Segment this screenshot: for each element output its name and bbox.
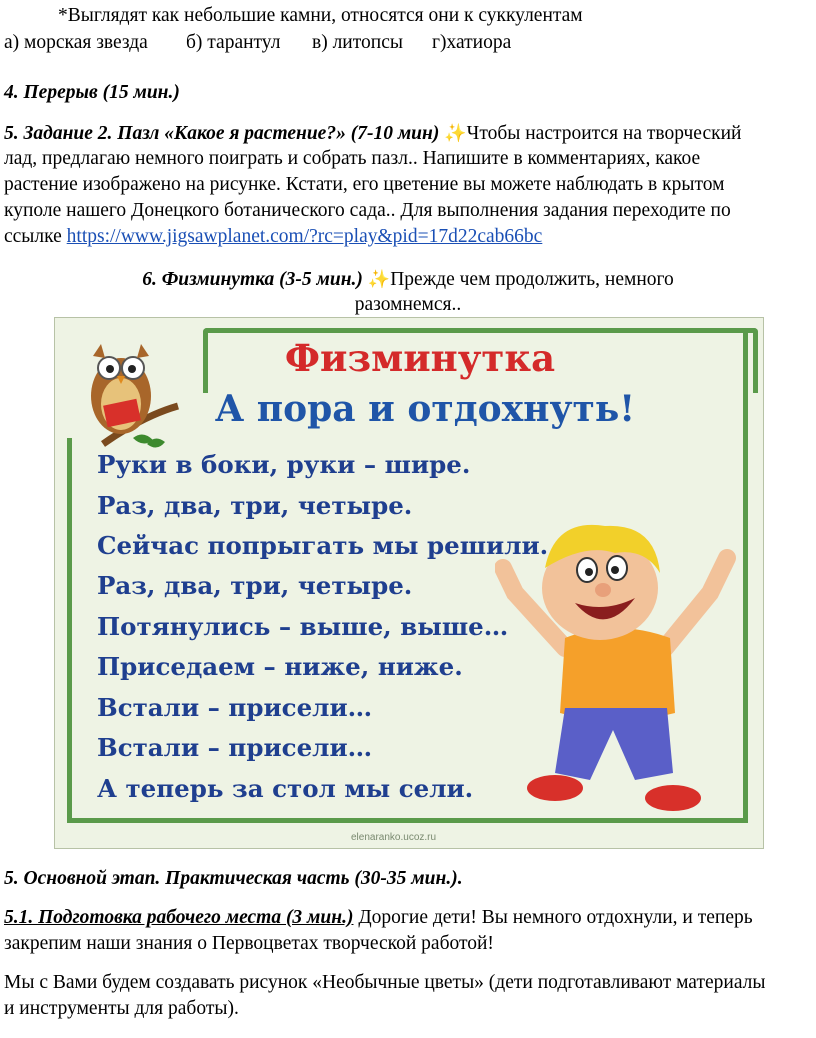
prep-line1 <box>4 905 753 931</box>
poster-line: Встали – присели… <box>97 693 373 722</box>
task2-line4: куполе нашего Донецкого ботанического сада.. Для выполнения задания переходите по <box>4 200 731 221</box>
prep-text: Дорогие дети! Вы немного отдохнули, и теперь <box>353 907 753 928</box>
prep-line2: закрепим наши знания о Первоцветах творческой работой! <box>4 933 494 954</box>
quiz-option-b: б) тарантул <box>186 32 281 53</box>
poster-line: Встали – присели… <box>97 733 373 762</box>
quiz-question: *Выглядят как небольшие камни, относятся они к суккулентам <box>58 5 583 26</box>
poster-title: Физминутка <box>284 336 556 380</box>
task2-line2: лад, предлагаю немного поиграть и собрать пазл.. Напишите в комментариях, какое <box>4 148 701 169</box>
poster-line: Раз, два, три, четыре. <box>97 491 413 520</box>
fizminutka-line2: разомнемся.. <box>354 294 462 315</box>
owl-icon <box>73 326 203 456</box>
poster-frame-left <box>67 438 72 823</box>
prep-heading: 5.1. Подготовка рабочего места (3 мин.) <box>4 907 354 928</box>
link-prefix: ссылке <box>4 226 67 247</box>
task2-line1 <box>4 120 741 147</box>
poster-credit: elenaranko.ucoz.ru <box>351 832 437 843</box>
sparkle-icon: ✨ <box>367 269 391 289</box>
poster-line: А теперь за стол мы сели. <box>97 774 474 803</box>
cartoon-boy-icon <box>495 498 745 818</box>
poster-line: Руки в боки, руки – шире. <box>97 450 471 479</box>
poster-subtitle: А пора и отдохнуть! <box>214 388 636 430</box>
task2-line5 <box>4 224 542 250</box>
fizminutka-line1 <box>0 266 816 293</box>
quiz-option-d: г)хатиора <box>432 32 512 53</box>
drawing-line2: и инструменты для работы). <box>4 998 239 1019</box>
task2-line1-text: Чтобы настроится на творческий <box>466 123 742 144</box>
drawing-line1: Мы с Вами будем создавать рисунок «Необычные цветы» (дети подготавливают материалы <box>4 972 766 993</box>
poster-line: Приседаем – ниже, ниже. <box>97 652 463 681</box>
poster-line: Сейчас попрыгать мы решили. <box>97 531 549 560</box>
fizminutka-text: Прежде чем продолжить, немного <box>390 269 674 290</box>
quiz-option-c: в) литопсы <box>312 32 403 53</box>
poster-line: Раз, два, три, четыре. <box>97 571 413 600</box>
sparkle-icon: ✨ <box>444 123 467 143</box>
task2-heading: 5. Задание 2. Пазл «Какое я растение?» (7-10 мин) <box>4 123 440 144</box>
task2-line3: растение изображено на рисунке. Кстати, его цветение вы можете наблюдать в крытом <box>4 174 725 195</box>
poster-line: Потянулись – выше, выше… <box>97 612 509 641</box>
break-heading: 4. Перерыв (15 мин.) <box>4 82 180 103</box>
main-stage-heading: 5. Основной этап. Практическая часть (30-35 мин.). <box>4 868 463 889</box>
quiz-option-a: а) морская звезда <box>4 32 148 53</box>
fizminutka-poster <box>54 317 764 849</box>
poster-frame-bottom <box>67 818 748 823</box>
jigsaw-link[interactable]: https://www.jigsawplanet.com/?rc=play&pid=17d22cab66bc <box>66 226 543 247</box>
fizminutka-heading: 6. Физминутка (3-5 мин.) <box>142 269 363 290</box>
